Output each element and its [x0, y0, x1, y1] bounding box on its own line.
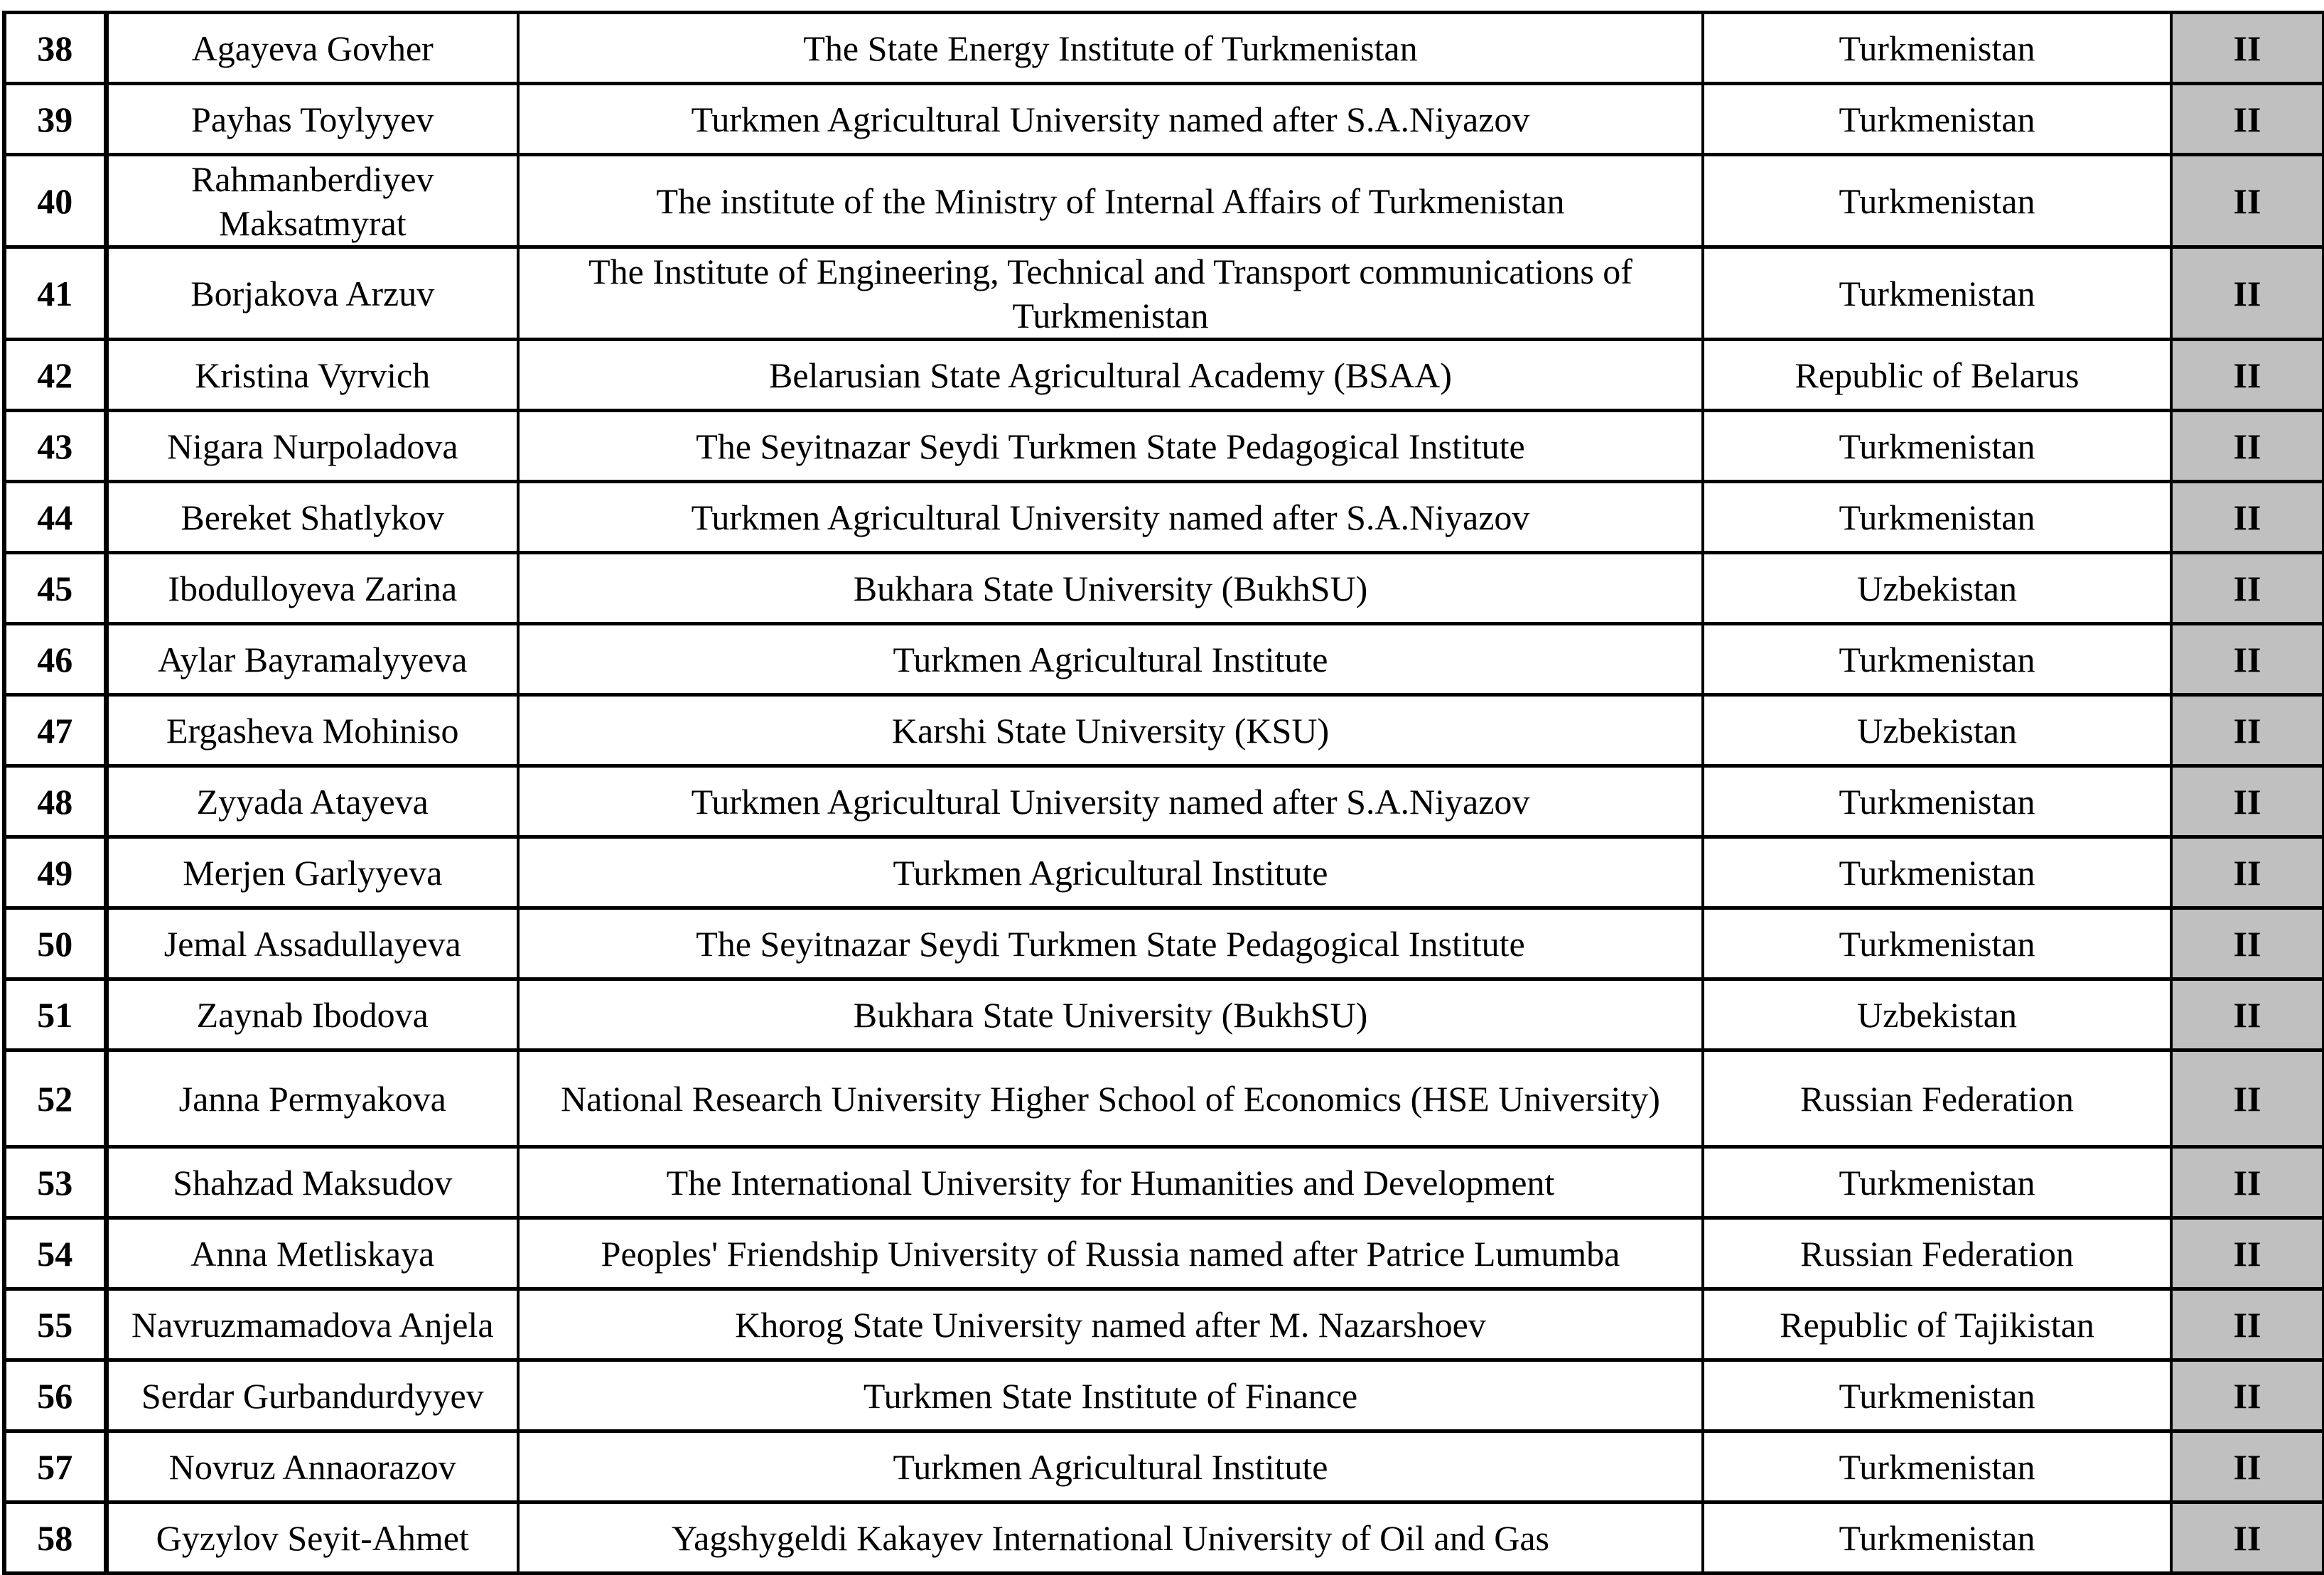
row-number-cell: 48	[4, 766, 106, 837]
institution-cell: Khorog State University named after M. Nazarshoev	[518, 1289, 1703, 1360]
table-row	[4, 553, 2324, 624]
row-number-cell: 43	[4, 411, 106, 482]
row-number-cell: 38	[4, 13, 106, 84]
institution-cell: Karshi State University (KSU)	[518, 695, 1703, 766]
participant-name-cell: Aylar Bayramalyyeva	[106, 624, 518, 695]
participant-name-cell: Jemal Assadullayeva	[106, 908, 518, 979]
table-row	[4, 13, 2324, 84]
grade-cell: II	[2171, 624, 2324, 695]
country-cell: Uzbekistan	[1703, 695, 2171, 766]
country-cell: Turkmenistan	[1703, 624, 2171, 695]
row-number-cell: 57	[4, 1431, 106, 1503]
table-row	[4, 837, 2324, 908]
country-cell: Turkmenistan	[1703, 1147, 2171, 1218]
institution-cell: Bukhara State University (BukhSU)	[518, 979, 1703, 1050]
row-number-cell: 51	[4, 979, 106, 1050]
participant-name-cell: Shahzad Maksudov	[106, 1147, 518, 1218]
table-row	[4, 340, 2324, 411]
institution-cell: The State Energy Institute of Turkmenistan	[518, 13, 1703, 84]
institution-cell: Turkmen Agricultural University named after S.A.Niyazov	[518, 482, 1703, 553]
table-row	[4, 908, 2324, 979]
table-row	[4, 979, 2324, 1050]
row-number-cell: 44	[4, 482, 106, 553]
country-cell: Russian Federation	[1703, 1050, 2171, 1147]
table-row	[4, 1050, 2324, 1147]
institution-cell: National Research University Higher School of Economics (HSE University)	[518, 1050, 1703, 1147]
table-row	[4, 411, 2324, 482]
country-cell: Republic of Tajikistan	[1703, 1289, 2171, 1360]
grade-cell: II	[2171, 766, 2324, 837]
participant-name-cell: Rahmanberdiyev Maksatmyrat	[106, 155, 518, 247]
table-row	[4, 1218, 2324, 1289]
results-table-body	[4, 13, 2324, 1574]
row-number-cell: 58	[4, 1503, 106, 1574]
country-cell: Russian Federation	[1703, 1218, 2171, 1289]
table-row	[4, 84, 2324, 155]
table-row	[4, 155, 2324, 247]
grade-cell: II	[2171, 340, 2324, 411]
institution-cell: Turkmen Agricultural Institute	[518, 624, 1703, 695]
grade-cell: II	[2171, 247, 2324, 340]
row-number-cell: 46	[4, 624, 106, 695]
row-number-cell: 45	[4, 553, 106, 624]
row-number-cell: 47	[4, 695, 106, 766]
participant-name-cell: Zaynab Ibodova	[106, 979, 518, 1050]
institution-cell: The Institute of Engineering, Technical and Transport communications of Turkmenistan	[518, 247, 1703, 340]
country-cell: Turkmenistan	[1703, 84, 2171, 155]
row-number-cell: 55	[4, 1289, 106, 1360]
participant-name-cell: Ibodulloyeva Zarina	[106, 553, 518, 624]
participant-name-cell: Ergasheva Mohiniso	[106, 695, 518, 766]
participant-name-cell: Merjen Garlyyeva	[106, 837, 518, 908]
grade-cell: II	[2171, 1503, 2324, 1574]
row-number-cell: 49	[4, 837, 106, 908]
grade-cell: II	[2171, 1289, 2324, 1360]
table-row	[4, 1503, 2324, 1574]
results-table	[2, 11, 2324, 1575]
row-number-cell: 42	[4, 340, 106, 411]
participant-name-cell: Nigara Nurpoladova	[106, 411, 518, 482]
country-cell: Turkmenistan	[1703, 247, 2171, 340]
table-row	[4, 695, 2324, 766]
institution-cell: The Seyitnazar Seydi Turkmen State Pedagogical Institute	[518, 908, 1703, 979]
participant-name-cell: Bereket Shatlykov	[106, 482, 518, 553]
institution-cell: Bukhara State University (BukhSU)	[518, 553, 1703, 624]
country-cell: Turkmenistan	[1703, 766, 2171, 837]
grade-cell: II	[2171, 1218, 2324, 1289]
grade-cell: II	[2171, 553, 2324, 624]
country-cell: Turkmenistan	[1703, 908, 2171, 979]
table-row	[4, 624, 2324, 695]
grade-cell: II	[2171, 411, 2324, 482]
grade-cell: II	[2171, 695, 2324, 766]
row-number-cell: 40	[4, 155, 106, 247]
row-number-cell: 56	[4, 1360, 106, 1431]
country-cell: Turkmenistan	[1703, 1503, 2171, 1574]
row-number-cell: 39	[4, 84, 106, 155]
row-number-cell: 53	[4, 1147, 106, 1218]
institution-cell: Turkmen Agricultural Institute	[518, 1431, 1703, 1503]
row-number-cell: 50	[4, 908, 106, 979]
participant-name-cell: Borjakova Arzuv	[106, 247, 518, 340]
grade-cell: II	[2171, 837, 2324, 908]
participant-name-cell: Payhas Toylyyev	[106, 84, 518, 155]
table-row	[4, 1289, 2324, 1360]
grade-cell: II	[2171, 155, 2324, 247]
country-cell: Uzbekistan	[1703, 979, 2171, 1050]
table-row	[4, 766, 2324, 837]
table-row	[4, 1147, 2324, 1218]
country-cell: Turkmenistan	[1703, 482, 2171, 553]
country-cell: Turkmenistan	[1703, 155, 2171, 247]
participant-name-cell: Anna Metliskaya	[106, 1218, 518, 1289]
grade-cell: II	[2171, 1360, 2324, 1431]
grade-cell: II	[2171, 979, 2324, 1050]
institution-cell: The International University for Humanities and Development	[518, 1147, 1703, 1218]
grade-cell: II	[2171, 908, 2324, 979]
grade-cell: II	[2171, 1431, 2324, 1503]
country-cell: Turkmenistan	[1703, 1360, 2171, 1431]
row-number-cell: 52	[4, 1050, 106, 1147]
institution-cell: Peoples' Friendship University of Russia named after Patrice Lumumba	[518, 1218, 1703, 1289]
participant-name-cell: Kristina Vyrvich	[106, 340, 518, 411]
grade-cell: II	[2171, 1147, 2324, 1218]
table-row	[4, 1431, 2324, 1503]
participant-name-cell: Serdar Gurbandurdyyev	[106, 1360, 518, 1431]
participant-name-cell: Agayeva Govher	[106, 13, 518, 84]
institution-cell: Turkmen Agricultural University named after S.A.Niyazov	[518, 84, 1703, 155]
table-row	[4, 1360, 2324, 1431]
participant-name-cell: Novruz Annaorazov	[106, 1431, 518, 1503]
row-number-cell: 41	[4, 247, 106, 340]
table-row	[4, 247, 2324, 340]
country-cell: Turkmenistan	[1703, 837, 2171, 908]
participant-name-cell: Janna Permyakova	[106, 1050, 518, 1147]
country-cell: Turkmenistan	[1703, 411, 2171, 482]
country-cell: Turkmenistan	[1703, 1431, 2171, 1503]
grade-cell: II	[2171, 84, 2324, 155]
participant-name-cell: Navruzmamadova Anjela	[106, 1289, 518, 1360]
grade-cell: II	[2171, 482, 2324, 553]
grade-cell: II	[2171, 13, 2324, 84]
participant-name-cell: Gyzylov Seyit-Ahmet	[106, 1503, 518, 1574]
institution-cell: Turkmen Agricultural University named after S.A.Niyazov	[518, 766, 1703, 837]
table-row	[4, 482, 2324, 553]
grade-cell: II	[2171, 1050, 2324, 1147]
institution-cell: Yagshygeldi Kakayev International University of Oil and Gas	[518, 1503, 1703, 1574]
row-number-cell: 54	[4, 1218, 106, 1289]
institution-cell: Turkmen State Institute of Finance	[518, 1360, 1703, 1431]
participant-name-cell: Zyyada Atayeva	[106, 766, 518, 837]
country-cell: Turkmenistan	[1703, 13, 2171, 84]
institution-cell: The institute of the Ministry of Internal Affairs of Turkmenistan	[518, 155, 1703, 247]
country-cell: Uzbekistan	[1703, 553, 2171, 624]
institution-cell: Belarusian State Agricultural Academy (BSAA)	[518, 340, 1703, 411]
country-cell: Republic of Belarus	[1703, 340, 2171, 411]
institution-cell: The Seyitnazar Seydi Turkmen State Pedagogical Institute	[518, 411, 1703, 482]
institution-cell: Turkmen Agricultural Institute	[518, 837, 1703, 908]
